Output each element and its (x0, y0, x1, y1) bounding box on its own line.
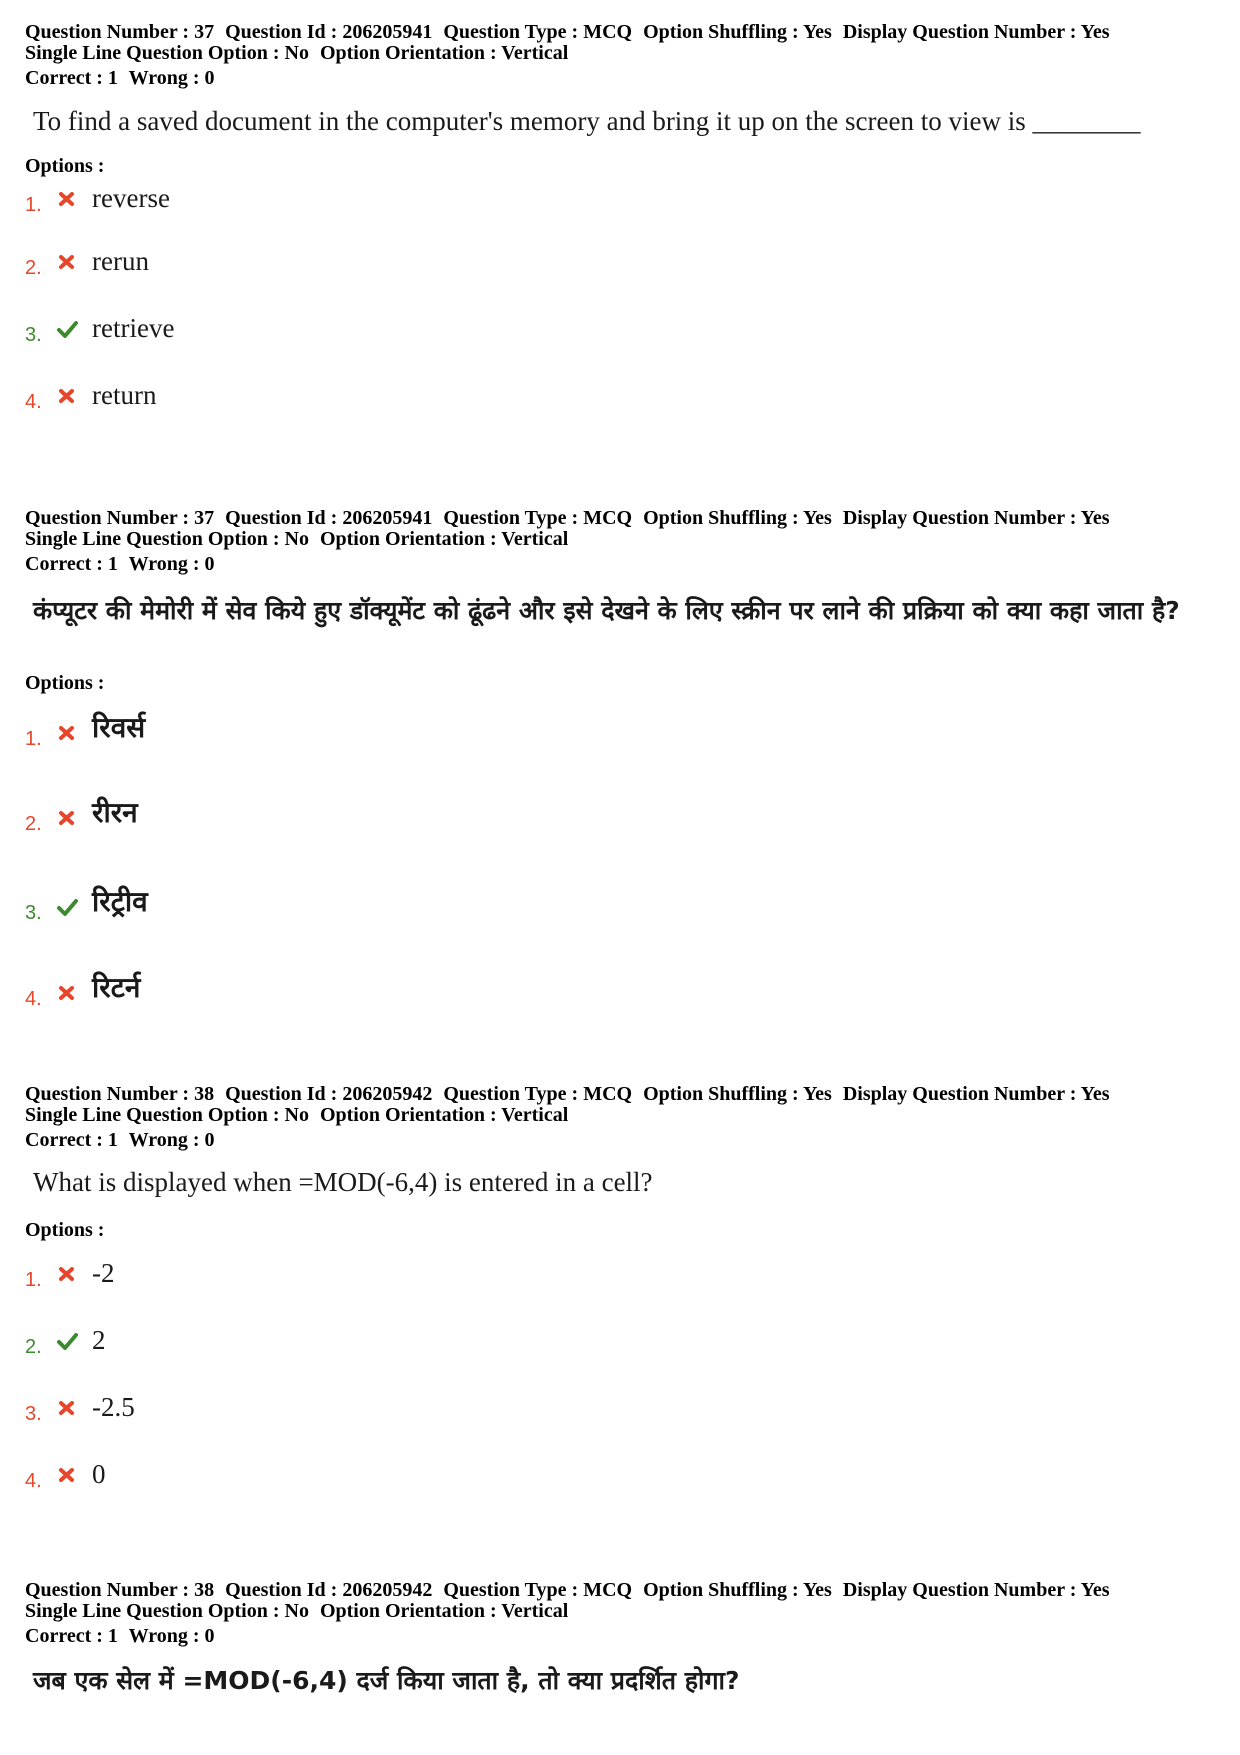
meta-label: Single Line Question Option : (25, 1600, 280, 1622)
question-text: जब एक सेल में =MOD(-6,4) दर्ज किया जाता है, तो क्या प्रदर्शित होगा? (33, 1666, 740, 1695)
meta-label: Question Type : (443, 507, 579, 529)
question-id: 206205942 (342, 1579, 433, 1601)
option-text: retrieve (92, 313, 175, 343)
question-block (25, 507, 1220, 1010)
option-orientation: Vertical (501, 1104, 569, 1126)
question-number: 38 (194, 1083, 215, 1105)
correct-score: 1 (107, 1129, 118, 1151)
question-number: 37 (194, 21, 215, 43)
meta-label: Question Type : (443, 1579, 579, 1601)
option-number: 4. (25, 988, 42, 1010)
question-meta-line-1 (25, 1580, 1220, 1601)
meta-label: Display Question Number : (842, 507, 1077, 529)
option-number: 1. (25, 194, 42, 216)
option-item (25, 379, 625, 419)
option-orientation: Vertical (501, 1600, 569, 1622)
meta-label: Question Id : (225, 21, 338, 43)
option-number: 2. (25, 813, 42, 835)
meta-label: Single Line Question Option : (25, 1104, 280, 1126)
option-text: रीरन (92, 796, 138, 829)
wrong-score: 0 (204, 1625, 215, 1647)
score-line (25, 1626, 1220, 1647)
wrong-score: 0 (204, 1129, 215, 1151)
correct-score: 1 (107, 1625, 118, 1647)
question-meta-line-1 (25, 508, 1220, 529)
question-number: 37 (194, 507, 215, 529)
question-meta-line-2 (25, 1601, 1220, 1622)
option-shuffling: Yes (802, 507, 832, 529)
single-line-option: No (284, 1104, 309, 1126)
score-line (25, 68, 1220, 89)
question-meta-line-1 (25, 1084, 1220, 1105)
options-label: Options : (25, 672, 105, 694)
option-shuffling: Yes (802, 1579, 832, 1601)
wrong-cross-icon (56, 1397, 78, 1419)
option-text: rerun (92, 246, 149, 276)
option-number: 2. (25, 1336, 42, 1358)
meta-label: Option Orientation : (319, 1600, 497, 1622)
score-line (25, 1130, 1220, 1151)
question-text: What is displayed when =MOD(-6,4) is entered in a cell? (33, 1167, 653, 1197)
wrong-cross-icon (56, 1464, 78, 1486)
question-type: MCQ (583, 1083, 633, 1105)
question-type: MCQ (583, 507, 633, 529)
meta-label: Option Shuffling : (643, 507, 799, 529)
meta-label: Wrong : (128, 1129, 200, 1151)
option-item (25, 711, 625, 756)
correct-score: 1 (107, 67, 118, 89)
single-line-option: No (284, 42, 309, 64)
option-item (25, 1458, 625, 1498)
question-number: 38 (194, 1579, 215, 1601)
meta-label: Correct : (25, 1129, 103, 1151)
meta-label: Option Orientation : (319, 528, 497, 550)
option-text: रिटर्न (92, 971, 141, 1004)
wrong-score: 0 (204, 67, 215, 89)
meta-label: Correct : (25, 1625, 103, 1647)
meta-label: Wrong : (128, 553, 200, 575)
score-line (25, 554, 1220, 575)
meta-label: Question Type : (443, 21, 579, 43)
meta-label: Correct : (25, 553, 103, 575)
question-block (25, 1579, 1220, 1695)
option-item (25, 971, 625, 1016)
wrong-cross-icon (56, 982, 78, 1004)
wrong-cross-icon (56, 251, 78, 273)
meta-label: Question Id : (225, 1579, 338, 1601)
option-item (25, 1324, 625, 1364)
meta-label: Single Line Question Option : (25, 528, 280, 550)
option-text: रिट्रीव (92, 885, 148, 918)
meta-label: Option Shuffling : (643, 1083, 799, 1105)
meta-label: Wrong : (128, 67, 200, 89)
meta-label: Option Shuffling : (643, 21, 799, 43)
question-block (25, 21, 1220, 413)
option-item (25, 885, 625, 930)
meta-label: Display Question Number : (842, 1579, 1077, 1601)
meta-label: Question Number : (25, 507, 190, 529)
option-shuffling: Yes (802, 21, 832, 43)
meta-label: Correct : (25, 67, 103, 89)
option-number: 2. (25, 257, 42, 279)
meta-label: Option Orientation : (319, 42, 497, 64)
options-label: Options : (25, 155, 105, 177)
question-meta-line-2 (25, 1105, 1220, 1126)
option-number: 3. (25, 1403, 42, 1425)
option-number: 1. (25, 728, 42, 750)
question-text: To find a saved document in the computer's memory and bring it up on the screen to view is ________ (33, 106, 1141, 136)
single-line-option: No (284, 1600, 309, 1622)
meta-label: Question Number : (25, 21, 190, 43)
question-meta-line-2 (25, 529, 1220, 550)
meta-label: Single Line Question Option : (25, 42, 280, 64)
display-question-number: Yes (1080, 21, 1110, 43)
question-id: 206205941 (342, 21, 433, 43)
option-number: 3. (25, 902, 42, 924)
wrong-cross-icon (56, 807, 78, 829)
question-id: 206205941 (342, 507, 433, 529)
option-text: return (92, 380, 157, 410)
correct-check-icon (56, 896, 78, 918)
option-text: रिवर्स (92, 711, 146, 744)
wrong-cross-icon (56, 385, 78, 407)
meta-label: Question Id : (225, 507, 338, 529)
option-item (25, 1391, 625, 1431)
correct-check-icon (56, 1330, 78, 1352)
option-number: 3. (25, 324, 42, 346)
option-item (25, 312, 625, 352)
question-id: 206205942 (342, 1083, 433, 1105)
option-item (25, 796, 625, 841)
meta-label: Option Shuffling : (643, 1579, 799, 1601)
option-item (25, 182, 625, 222)
meta-label: Wrong : (128, 1625, 200, 1647)
wrong-cross-icon (56, 1263, 78, 1285)
option-text: reverse (92, 183, 170, 213)
question-text: कंप्यूटर की मेमोरी में सेव किये हुए डॉक्यूमेंट को ढूंढने और इसे देखने के लिए स्क्रीन पर लाने की प्रक्रिया को क्या कहा जाता है? (33, 596, 1180, 625)
option-orientation: Vertical (501, 528, 569, 550)
option-shuffling: Yes (802, 1083, 832, 1105)
correct-check-icon (56, 318, 78, 340)
options-label: Options : (25, 1219, 105, 1241)
meta-label: Display Question Number : (842, 1083, 1077, 1105)
meta-label: Question Number : (25, 1083, 190, 1105)
display-question-number: Yes (1080, 507, 1110, 529)
display-question-number: Yes (1080, 1083, 1110, 1105)
option-orientation: Vertical (501, 42, 569, 64)
display-question-number: Yes (1080, 1579, 1110, 1601)
meta-label: Option Orientation : (319, 1104, 497, 1126)
question-type: MCQ (583, 1579, 633, 1601)
option-number: 1. (25, 1269, 42, 1291)
option-number: 4. (25, 1470, 42, 1492)
option-number: 4. (25, 391, 42, 413)
question-meta-line-1 (25, 22, 1220, 43)
option-text: 2 (92, 1325, 106, 1355)
question-block (25, 1083, 1220, 1492)
option-text: -2 (92, 1258, 115, 1288)
option-text: 0 (92, 1459, 106, 1489)
wrong-score: 0 (204, 553, 215, 575)
meta-label: Question Id : (225, 1083, 338, 1105)
option-item (25, 1257, 625, 1297)
option-item (25, 245, 625, 285)
wrong-cross-icon (56, 722, 78, 744)
question-type: MCQ (583, 21, 633, 43)
option-text: -2.5 (92, 1392, 135, 1422)
single-line-option: No (284, 528, 309, 550)
question-meta-line-2 (25, 43, 1220, 64)
correct-score: 1 (107, 553, 118, 575)
meta-label: Display Question Number : (842, 21, 1077, 43)
meta-label: Question Number : (25, 1579, 190, 1601)
meta-label: Question Type : (443, 1083, 579, 1105)
wrong-cross-icon (56, 188, 78, 210)
